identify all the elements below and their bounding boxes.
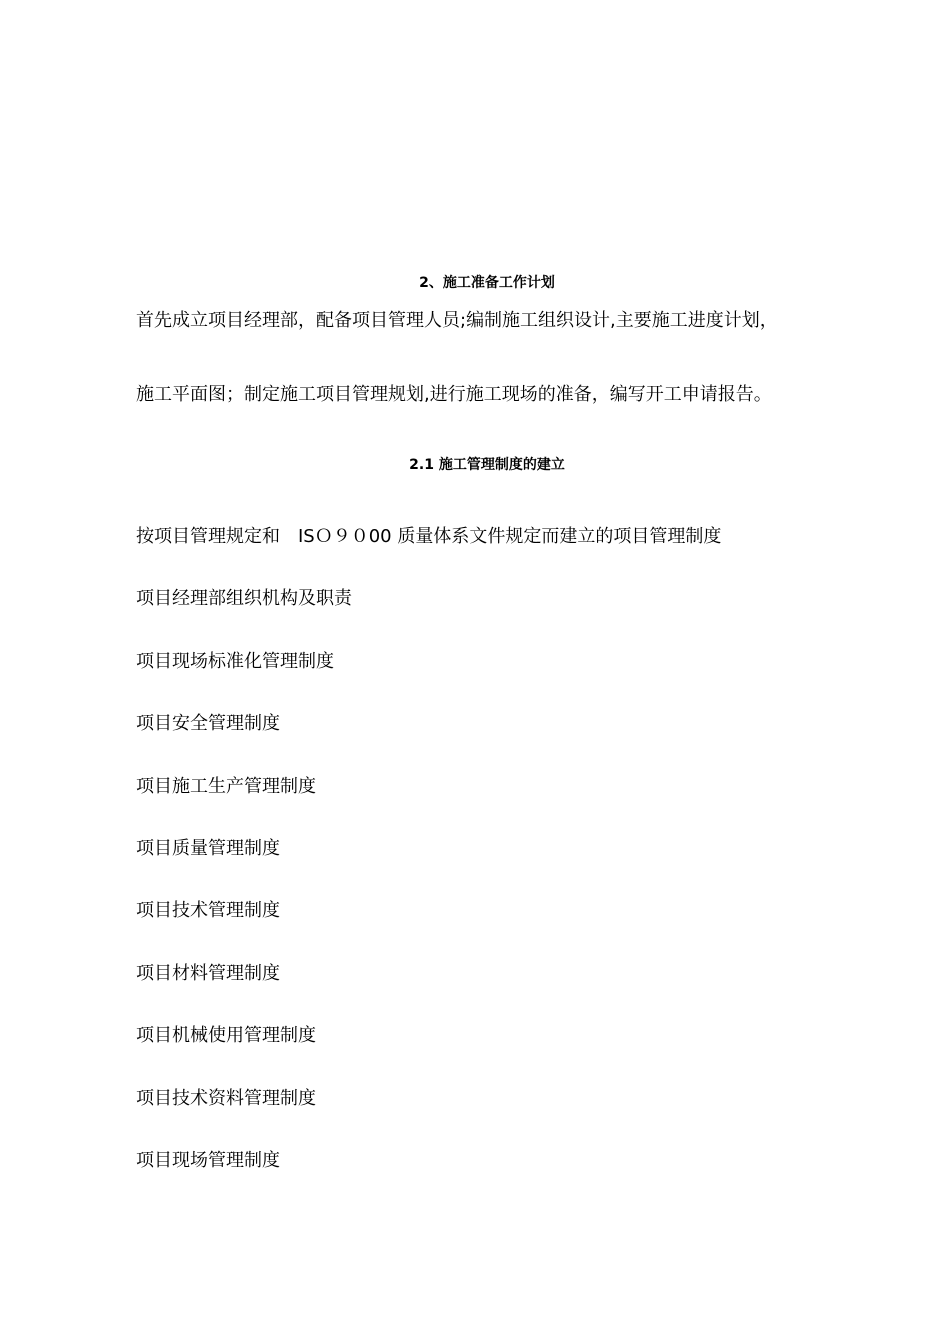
- list-item: 项目施工生产管理制度: [136, 776, 316, 797]
- list-item: 项目机械使用管理制度: [136, 1025, 316, 1046]
- list-item: 项目质量管理制度: [136, 838, 280, 859]
- paragraph-line-2: 施工平面图；制定施工项目管理规划,进行施工现场的准备，编写开工申请报告。: [136, 384, 772, 405]
- list-item: 项目经理部组织机构及职责: [136, 588, 352, 609]
- list-item: 按项目管理规定和 ISＯ９０00 质量体系文件规定而建立的项目管理制度: [136, 526, 722, 547]
- section-heading: 2、施工准备工作计划: [419, 275, 555, 291]
- list-item: 项目现场标准化管理制度: [136, 651, 334, 672]
- list-item: 项目材料管理制度: [136, 963, 280, 984]
- subsection-heading: 2.1 施工管理制度的建立: [409, 457, 565, 473]
- list-item: 项目技术资料管理制度: [136, 1088, 316, 1109]
- list-item: 项目技术管理制度: [136, 900, 280, 921]
- list-item: 项目现场管理制度: [136, 1150, 280, 1171]
- list-item: 项目安全管理制度: [136, 713, 280, 734]
- paragraph-line-1: 首先成立项目经理部，配备项目管理人员;编制施工组织设计,主要施工进度计划，: [136, 310, 778, 331]
